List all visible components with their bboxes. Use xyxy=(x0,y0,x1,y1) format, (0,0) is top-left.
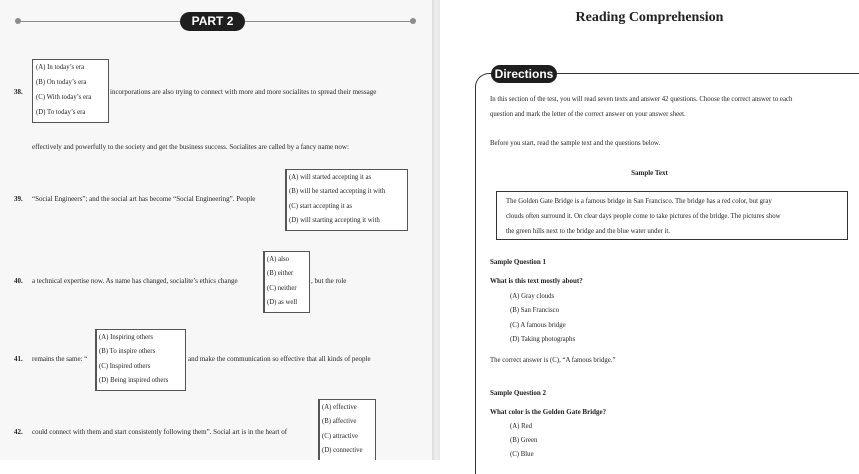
option-40-c[interactable]: (C) neither xyxy=(267,285,297,292)
question-40-options xyxy=(263,251,310,313)
sample-q1-option-d[interactable]: (D) Taking photographs xyxy=(510,336,576,343)
option-39-c[interactable]: (C) start accepting it as xyxy=(289,203,353,210)
sample-q1-option-b[interactable]: (B) San Francisco xyxy=(510,307,560,314)
option-40-a[interactable]: (A) also xyxy=(267,256,290,263)
option-39-b[interactable]: (B) will be started accepting it with xyxy=(289,188,386,195)
option-divider xyxy=(264,252,265,312)
part-dot-left xyxy=(15,18,21,24)
question-39-options xyxy=(285,169,408,231)
question-40-number: 40. xyxy=(14,277,23,285)
option-42-c[interactable]: (C) attractive xyxy=(322,433,359,440)
option-38-d[interactable]: (D) To today’s era xyxy=(36,109,86,116)
option-divider xyxy=(286,170,287,230)
sample-question-1-heading: Sample Question 1 xyxy=(490,258,547,266)
option-divider xyxy=(96,330,97,390)
question-41-text: remains the same: “ xyxy=(32,355,88,363)
option-41-c[interactable]: (C) Inspired others xyxy=(99,363,151,370)
option-40-d[interactable]: (D) as well xyxy=(267,299,298,306)
question-38-text: incorporations are also trying to connect with more and more socialites to spread their message xyxy=(110,88,377,96)
option-39-a[interactable]: (A) will started accepting it as xyxy=(289,174,372,181)
option-42-a[interactable]: (A) effective xyxy=(322,404,357,411)
option-41-b[interactable]: (B) To inspire others xyxy=(99,348,156,355)
intro-line-2: question and mark the letter of the correct answer on your answer sheet. xyxy=(490,111,686,118)
question-39-text: “Social Engineers”; and the social art has become “Social Engineering”. People xyxy=(32,195,256,203)
intro-line-3: Before you start, read the sample text and the questions below. xyxy=(490,140,661,147)
sample-q1-answer: The correct answer is (C), “A famous bridge.” xyxy=(490,357,616,364)
option-42-d[interactable]: (D) connective xyxy=(322,447,363,454)
question-40-text: a technical expertise now. As name has changed, socialite’s ethics change xyxy=(32,277,238,285)
option-39-d[interactable]: (D) will starting accepting it with xyxy=(289,217,380,224)
option-38-a[interactable]: (A) In today’s era xyxy=(36,64,85,71)
sample-text-line-3: the green hills next to the bridge and the blue water under it. xyxy=(506,228,671,235)
question-38-continuation: effectively and powerfully to the society and get the business success. Socialites are called by a fancy name now: xyxy=(32,143,349,151)
sample-question-2-text: What color is the Golden Gate Bridge? xyxy=(490,408,607,416)
question-41-number: 41. xyxy=(14,355,23,363)
question-38-number: 38. xyxy=(14,88,23,96)
part-label: PART 2 xyxy=(180,12,245,31)
question-41-options xyxy=(95,329,186,391)
left-page xyxy=(0,0,432,460)
sample-q2-option-c[interactable]: (C) Blue xyxy=(510,451,534,458)
sample-q1-option-a[interactable]: (A) Gray clouds xyxy=(510,293,555,300)
question-42-options xyxy=(318,399,376,460)
book-gutter xyxy=(432,0,440,460)
sample-question-2-heading: Sample Question 2 xyxy=(490,389,547,397)
question-42-number: 42. xyxy=(14,428,23,436)
option-42-b[interactable]: (B) affective xyxy=(322,418,357,425)
sample-q2-option-b[interactable]: (B) Green xyxy=(510,437,538,444)
part-rule-left xyxy=(18,21,180,22)
option-40-b[interactable]: (B) either xyxy=(267,270,294,277)
intro-line-1: In this section of the test, you will read seven texts and answer 42 questions. Choose the correct answer to each xyxy=(490,96,793,103)
option-41-d[interactable]: (D) Being inspired others xyxy=(99,377,169,384)
option-divider xyxy=(319,400,320,460)
question-41-text-after: and make the communication so effective that all kinds of people xyxy=(188,355,371,363)
sample-q2-option-a[interactable]: (A) Red xyxy=(510,423,533,430)
sample-text-heading: Sample Text xyxy=(631,169,668,177)
question-42-text: could connect with them and start consistently following them”. Social art is in the heart of xyxy=(32,428,288,436)
sample-text-line-1: The Golden Gate Bridge is a famous bridge in San Francisco. The bridge has a red color, but gray xyxy=(506,198,772,205)
page-title: Reading Comprehension xyxy=(575,10,724,25)
question-38-options xyxy=(32,59,109,123)
option-38-c[interactable]: (C) With today’s era xyxy=(36,94,92,101)
part-dot-right xyxy=(410,18,416,24)
question-40-text-after: , but the role xyxy=(311,277,347,285)
sample-q1-option-c[interactable]: (C) A famous bridge xyxy=(510,322,566,329)
part-rule-right xyxy=(245,21,413,22)
question-39-number: 39. xyxy=(14,195,23,203)
option-41-a[interactable]: (A) Inspiring others xyxy=(99,334,153,341)
directions-label: Directions xyxy=(491,65,557,83)
sample-text-line-2: clouds often surround it. On clear days people come to take pictures of the bridge. The pictures show xyxy=(506,213,781,220)
sample-question-1-text: What is this text mostly about? xyxy=(490,277,583,285)
option-38-b[interactable]: (B) On today’s era xyxy=(36,79,87,86)
